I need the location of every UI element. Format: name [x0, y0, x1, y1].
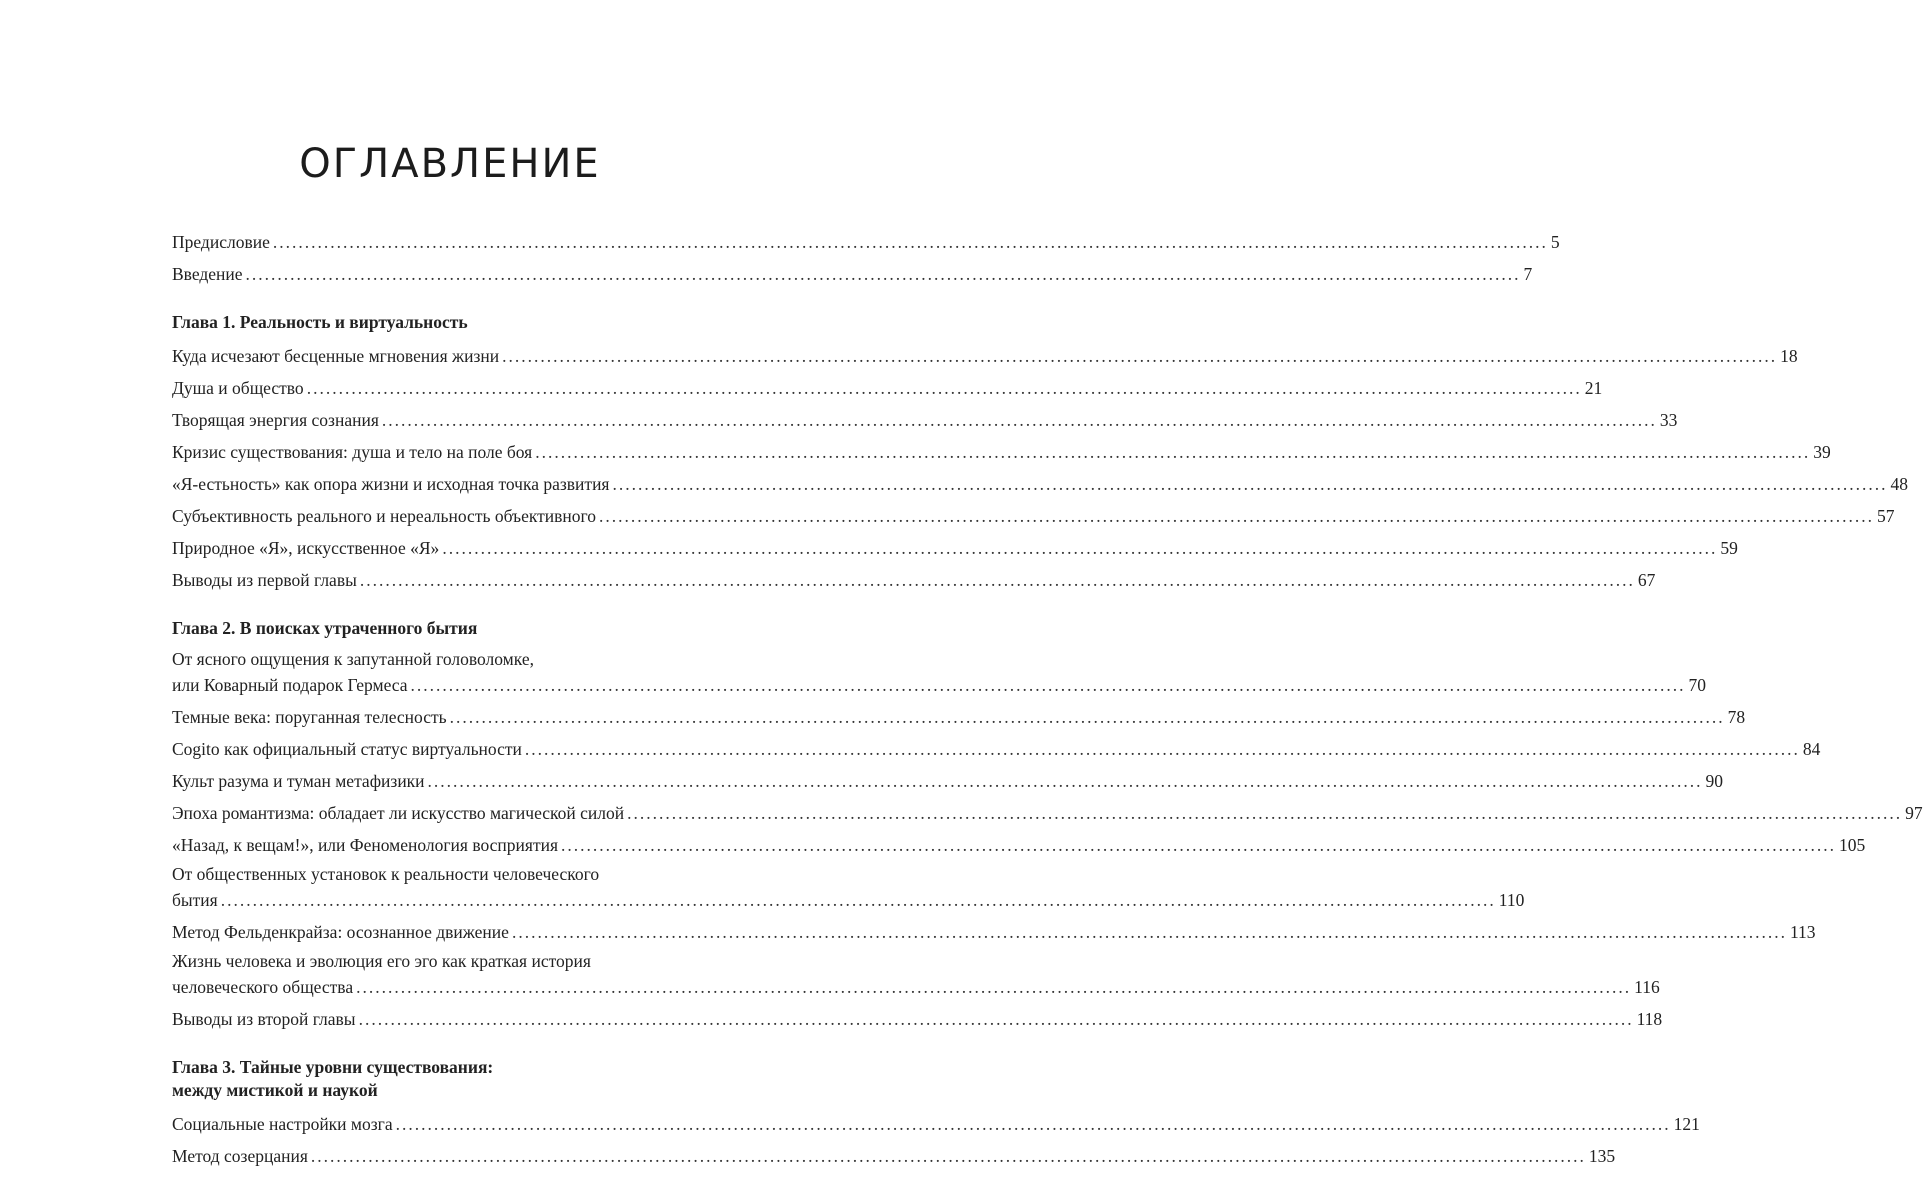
toc-entry-title: Субъективность реального и нереальность объективного	[172, 506, 597, 526]
toc-entry-title: От ясного ощущения к запутанной головоломке,	[172, 649, 534, 669]
dot-leader: ........................................................................................................................................................................................................	[245, 264, 1521, 284]
toc-page-number: 33	[1659, 410, 1678, 430]
toc-entry	[172, 502, 1895, 531]
toc-entry-title: человеческого общества	[172, 977, 354, 997]
toc-entry-title: Выводы из первой главы	[172, 570, 357, 590]
toc-entry-line	[172, 228, 1560, 257]
toc-entry	[172, 260, 1533, 289]
toc-entry	[172, 470, 1908, 499]
toc-page-number: 97	[1905, 803, 1923, 823]
toc-entry-line	[172, 799, 1923, 828]
chapter-heading	[172, 1056, 739, 1102]
dot-leader: ........................................................................................................................................................................................................	[612, 474, 1888, 494]
toc-entry-line	[172, 502, 1895, 531]
toc-entry-title: или Коварный подарок Гермеса	[172, 675, 408, 695]
dot-leader: ........................................................................................................................................................................................................	[599, 506, 1875, 526]
toc-entry-line	[172, 886, 1525, 915]
dot-leader: ........................................................................................................................................................................................................	[627, 803, 1903, 823]
toc-entry-title: Предисловие	[172, 232, 270, 252]
toc-entry	[172, 566, 1656, 595]
toc-entry	[172, 1110, 1700, 1139]
toc-entry	[172, 406, 1678, 435]
toc-entry-line-continued	[172, 863, 739, 886]
toc-entry-line	[172, 767, 1724, 796]
toc-page-number: 70	[1688, 675, 1707, 695]
toc-entry	[172, 767, 1724, 796]
dot-leader: ........................................................................................................................................................................................................	[561, 835, 1837, 855]
table-of-contents	[172, 228, 1923, 1193]
toc-entry	[172, 918, 1816, 947]
dot-leader: ........................................................................................................................................................................................................	[535, 442, 1811, 462]
toc-entry-title: Кризис существования: душа и тело на поле боя	[172, 442, 533, 462]
toc-entry-line	[172, 1110, 1700, 1139]
toc-entry	[172, 342, 1798, 371]
toc-entry-line	[172, 534, 1738, 563]
toc-page-number: 116	[1634, 977, 1660, 997]
toc-entry	[172, 228, 1560, 257]
toc-page-number: 121	[1673, 1114, 1700, 1134]
toc-entry-title: «Я-естьность» как опора жизни и исходная точка развития	[172, 474, 610, 494]
toc-entry-title: Душа и общество	[172, 378, 304, 398]
toc-entry-title: Введение	[172, 264, 243, 284]
dot-leader: ........................................................................................................................................................................................................	[395, 1114, 1671, 1134]
dot-leader: ........................................................................................................................................................................................................	[381, 410, 1657, 430]
toc-entry-title: бытия	[172, 890, 218, 910]
dot-leader: ........................................................................................................................................................................................................	[442, 538, 1718, 558]
toc-page-number: 118	[1636, 1009, 1663, 1029]
toc-entry	[172, 374, 1603, 403]
dot-leader: ........................................................................................................................................................................................................	[502, 346, 1778, 366]
toc-entry-title: Cogito как официальный статус виртуальности	[172, 739, 522, 759]
toc-page-number: 113	[1789, 922, 1816, 942]
toc-entry	[172, 438, 1831, 467]
toc-entry-line	[172, 703, 1746, 732]
toc-entry	[172, 831, 1866, 860]
chapter-heading-line: Глава 2. В поисках утраченного бытия	[172, 618, 478, 638]
toc-entry-title: Выводы из второй главы	[172, 1009, 356, 1029]
toc-entry-title: Жизнь человека и эволюция его эго как краткая история	[172, 951, 591, 971]
toc-entry	[172, 1005, 1663, 1034]
chapter-heading-line: Глава 3. Тайные уровни существования:	[172, 1057, 494, 1077]
toc-entry-title: Темные века: поруганная телесность	[172, 707, 447, 727]
dot-leader: ........................................................................................................................................................................................................	[410, 675, 1686, 695]
toc-entry	[172, 863, 1525, 915]
toc-entry	[172, 534, 1738, 563]
toc-entry	[172, 950, 1660, 1002]
toc-page-number: 105	[1839, 835, 1866, 855]
toc-page-number: 48	[1890, 474, 1908, 494]
chapter-heading	[172, 617, 739, 640]
toc-entry	[172, 735, 1821, 764]
toc-entry-line	[172, 1005, 1663, 1034]
toc-page-number: 59	[1720, 538, 1738, 558]
toc-entry-line	[172, 918, 1816, 947]
dot-leader: ........................................................................................................................................................................................................	[358, 1009, 1634, 1029]
toc-entry-line	[172, 342, 1798, 371]
dot-leader: ........................................................................................................................................................................................................	[359, 570, 1635, 590]
toc-entry-title: Куда исчезают бесценные мгновения жизни	[172, 346, 500, 366]
toc-entry-title: Природное «Я», искусственное «Я»	[172, 538, 440, 558]
toc-entry	[172, 703, 1746, 732]
toc-entry-line-continued	[172, 648, 739, 671]
dot-leader: ........................................................................................................................................................................................................	[449, 707, 1725, 727]
dot-leader: ........................................................................................................................................................................................................	[310, 1146, 1586, 1166]
toc-page-number: 18	[1780, 346, 1798, 366]
toc-entry	[172, 648, 1707, 700]
toc-entry-title: Творящая энергия сознания	[172, 410, 379, 430]
chapter-heading-line: между мистикой и наукой	[172, 1080, 378, 1100]
page-title: ОГЛАВЛЕНИЕ	[299, 141, 601, 187]
toc-entry-line	[172, 260, 1533, 289]
toc-page-number: 21	[1584, 378, 1603, 398]
dot-leader: ........................................................................................................................................................................................................	[427, 771, 1703, 791]
toc-entry-title: «Назад, к вещам!», или Феноменология восприятия	[172, 835, 559, 855]
toc-page-number: 90	[1705, 771, 1724, 791]
toc-page-number: 39	[1813, 442, 1831, 462]
toc-entry-line	[172, 406, 1678, 435]
toc-page-number: 5	[1550, 232, 1560, 252]
toc-entry-title: Метод созерцания	[172, 1146, 308, 1166]
toc-page-number: 78	[1727, 707, 1746, 727]
toc-page-number: 67	[1637, 570, 1656, 590]
chapter-heading-line: Глава 1. Реальность и виртуальность	[172, 312, 468, 332]
toc-entry-title: Культ разума и туман метафизики	[172, 771, 425, 791]
toc-entry-line-continued	[172, 950, 739, 973]
dot-leader: ........................................................................................................................................................................................................	[524, 739, 1800, 759]
toc-entry	[172, 799, 1923, 828]
toc-entry-line	[172, 438, 1831, 467]
chapter-heading	[172, 311, 739, 334]
toc-page-number: 7	[1523, 264, 1533, 284]
toc-entry-title: От общественных установок к реальности человеческого	[172, 864, 600, 884]
toc-page-number: 57	[1877, 506, 1895, 526]
toc-entry-title: Метод Фельденкрайза: осознанное движение	[172, 922, 509, 942]
toc-entry-line	[172, 374, 1603, 403]
dot-leader: ........................................................................................................................................................................................................	[306, 378, 1582, 398]
toc-entry-line	[172, 470, 1908, 499]
toc-entry-line	[172, 831, 1866, 860]
dot-leader: ........................................................................................................................................................................................................	[511, 922, 1787, 942]
dot-leader: ........................................................................................................................................................................................................	[272, 232, 1548, 252]
toc-entry-line	[172, 735, 1821, 764]
toc-entry-line	[172, 973, 1660, 1002]
toc-entry	[172, 1142, 1616, 1171]
dot-leader: ........................................................................................................................................................................................................	[356, 977, 1632, 997]
toc-page-number: 84	[1802, 739, 1821, 759]
dot-leader: ........................................................................................................................................................................................................	[220, 890, 1496, 910]
toc-entry-title: Социальные настройки мозга	[172, 1114, 393, 1134]
toc-page-number: 135	[1588, 1146, 1616, 1166]
toc-entry-line	[172, 671, 1707, 700]
toc-entry-line	[172, 1142, 1616, 1171]
toc-page-number: 110	[1498, 890, 1525, 910]
toc-entry-line	[172, 566, 1656, 595]
toc-entry-title: Эпоха романтизма: обладает ли искусство магической силой	[172, 803, 625, 823]
